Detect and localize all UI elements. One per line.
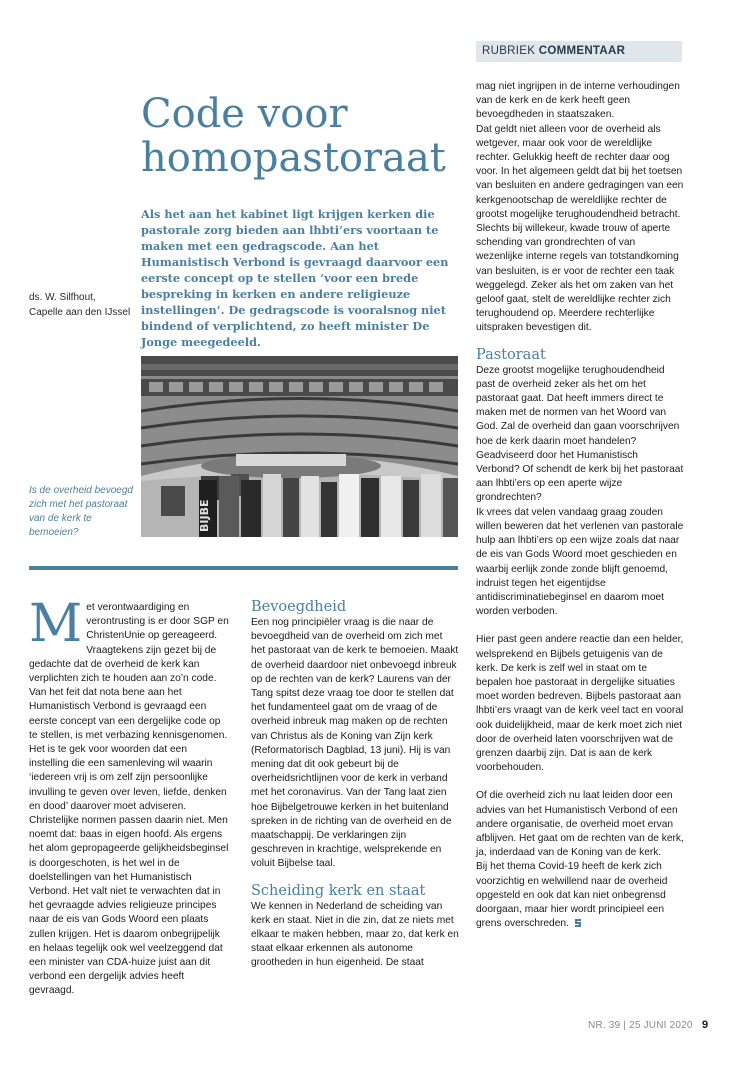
- paragraph: Hier past geen andere reactie dan een helder, welsprekend en Bijbels getuigenis van de kerk. De kerk is zelf wel in staat om te bepalen hoe pastoraat in dergelijke situaties moet worden bedreven. Bijbels pastoraat aan lhbti’ers vraagt van de kerk veel tact en vooral ook duidelijkheid, maar de kerk moet zich niet door de overheid laten voorschrijven wat de grenzen daarbij zijn. Dat is aan de kerk voorbehouden.: [476, 634, 684, 774]
- article-lead: Als het aan het kabinet ligt krijgen kerken die pastorale zorg bieden aan lhbti’ers voortaan te maken met een gedragscode. Aan het Humanistisch Verbond is gevraagd daarvoor een eerste concept op te stellen ‘voor een brede bespreking in kerken en andere religieuze instellingen’. De gedragscode is vooralsnog niet bindend of verplichtend, zo heeft minister De Jonge meegedeeld.: [141, 207, 449, 349]
- column-2: [251, 598, 459, 971]
- paragraph: et verontwaardiging en verontrusting is er door SGP en ChristenUnie op gereageerd. Vraagtekens zijn gezet bij de gedachte dat de overheid de kerk kan verplichten zich te houden aan zo’n code. Van het feit dat nota bene aan het Humanistisch Verbond is gevraagd een eerste concept van een dergelijke code op te stellen, is met verbazing kennisgenomen. Het is te gek voor woorden dat een instelling die een samenleving wil waarin ‘iedereen vrij is om zelf zijn persoonlijke invulling te geven over leven, liefde, denken en dood’ daarover moet adviseren. Christelijke normen passen daarin niet. Men noemt dat: baas in eigen hoofd. Als ergens het alom gepropageerde gelijkheidsbeginsel is doorgeschoten, is het wel in de doelstellingen van het Humanistisch Verbond. Het valt niet te verwachten dat in het gevraagde advies religieuze principes naar de eis van Gods Woord een plaats zullen krijgen. Het is daarom onbegrijpelijk en helaas tegelijk ook wel veelzeggend dat een minister van CDA-huize juist aan dit verbond een dergelijk advies heeft gevraagd.: [29, 602, 229, 997]
- page-number: 9: [702, 1019, 709, 1031]
- paragraph-text: Bij het thema Covid-19 heeft de kerk zich voorzichtig en welwillend naar de overheid opgesteld en ook dat kan niet onbegrensd doorgaan, maar hier wordt principieel een grens overschreden.: [476, 861, 668, 930]
- paragraph: We kennen in Nederland de scheiding van kerk en staat. Niet in die zin, dat ze niets met elkaar te maken hebben, maar zo, dat kerk en staat elkaar erkennen als autonome grootheden in hun eigenheid. De staat: [251, 900, 459, 969]
- book-spine-label: BIJBE: [198, 499, 211, 532]
- subheading-pastoraat: Pastoraat: [476, 346, 546, 363]
- author-byline: [29, 290, 134, 320]
- paragraph: Een nog principiëler vraag is die naar de bevoegdheid van de overheid om zich met het pastoraat van de kerk te bemoeien. Maakt de overheid daardoor niet onbevoegd inbreuk op de rechten van de kerk? Laurens van der Tang spitst deze vraag toe door te stellen dat het fundamenteel gaat om de vraag of de overheid inbreuk mag maken op de rechten van Christus als de Koning van Zijn kerk (Reformatorisch Dagblad, 13 juni). Hij is van mening dat dit ook gebeurt bij de overheidsrichtlijnen voor de kerk in verband met het coronavirus. Van der Tang laat zien hoe Bijbelgetrouwe kerken in het buitenland spreken in de richting van de overheid en de maatschappij. De verklaringen zijn geschreven in krachtige, welsprekende en voluit Bijbelse taal.: [251, 617, 459, 870]
- photo-caption: Is de overheid bevoegd zich met het pastoraat van de kerk te bemoeien?: [29, 485, 133, 538]
- paragraph: Dat geldt niet alleen voor de overheid als wetgever, maar ook voor de wereldlijke rechter. Gelukkig heeft de rechter daar oog voor. In het algemeen geldt dat bij het toetsen van besluiten en andere gedragingen van een kerkgenootschap de wereldlijke rechter de grootst mogelijke terughoudendheid betracht. Slechts bij willekeur, kwade trouw of aperte schending van grondrechten of van wezenlijke interne regels van totstandkoming van besluiten, is er voor de rechter een taak weggelegd. Zeker als het om zaken van het geloof gaat, stelt de wereldlijke rechter zich terughoudend op. Meerdere rechterlijke uitspraken bevestigen dit.: [476, 123, 684, 334]
- end-mark-icon: [573, 918, 583, 928]
- article-title: Code voor homopastoraat: [141, 91, 446, 181]
- parliament-photo: [141, 356, 458, 537]
- paragraph: Ik vrees dat velen vandaag graag zouden willen beweren dat het verlenen van pastorale hulp aan lhbti’ers op een wijze zoals dat naar de eis van Gods Woord moet geschieden en waarbij eerlijk zonde zonde blijft genoemd, indruist tegen het eigentijdse antidiscriminatiebeginsel en daarom moet worden verboden.: [476, 506, 684, 618]
- paragraph: mag niet ingrijpen in de interne verhoudingen van de kerk en de kerk heeft geen bevoegdheden in staatszaken.: [476, 81, 680, 121]
- subheading-bevoegdheid: Bevoegdheid: [251, 599, 347, 615]
- author-place: Capelle aan den IJssel: [29, 307, 131, 318]
- section-divider: [29, 566, 458, 570]
- paragraph: Of die overheid zich nu laat leiden door een advies van het Humanistisch Verbond of een andere organisatie, de overheid moet ervan afblijven. Het gaat om de rechten van de kerk, ja, inderdaad van de Koning van de kerk.: [476, 790, 684, 859]
- subheading-scheiding: Scheiding kerk en staat: [251, 882, 426, 899]
- column-3: [476, 80, 684, 931]
- drop-cap: M: [29, 594, 83, 654]
- last-paragraph: [476, 860, 684, 931]
- rubriek-prefix: RUBRIEK: [482, 45, 536, 57]
- column-1: [29, 594, 229, 999]
- paragraph: Deze grootst mogelijke terughoudendheid past de overheid zeker als het om het pastoraat gaat. Dat heeft immers direct te maken met de normen van het Woord van God. Zal de overheid dan gaan voorschrijven hoe de kerk daarin moet handelen? Geadviseerd door het Humanistisch Verbond? Of schendt de kerk bij het pastoraat aan lhbti’ers op een aperte wijze grondrechten?: [476, 364, 684, 504]
- rubriek-label: [476, 41, 682, 62]
- footer-issue: NR. 39 | 25 JUNI 2020: [588, 1020, 693, 1031]
- rubriek-name: COMMENTAAR: [538, 45, 626, 57]
- author-name: ds. W. Silfhout,: [29, 292, 96, 303]
